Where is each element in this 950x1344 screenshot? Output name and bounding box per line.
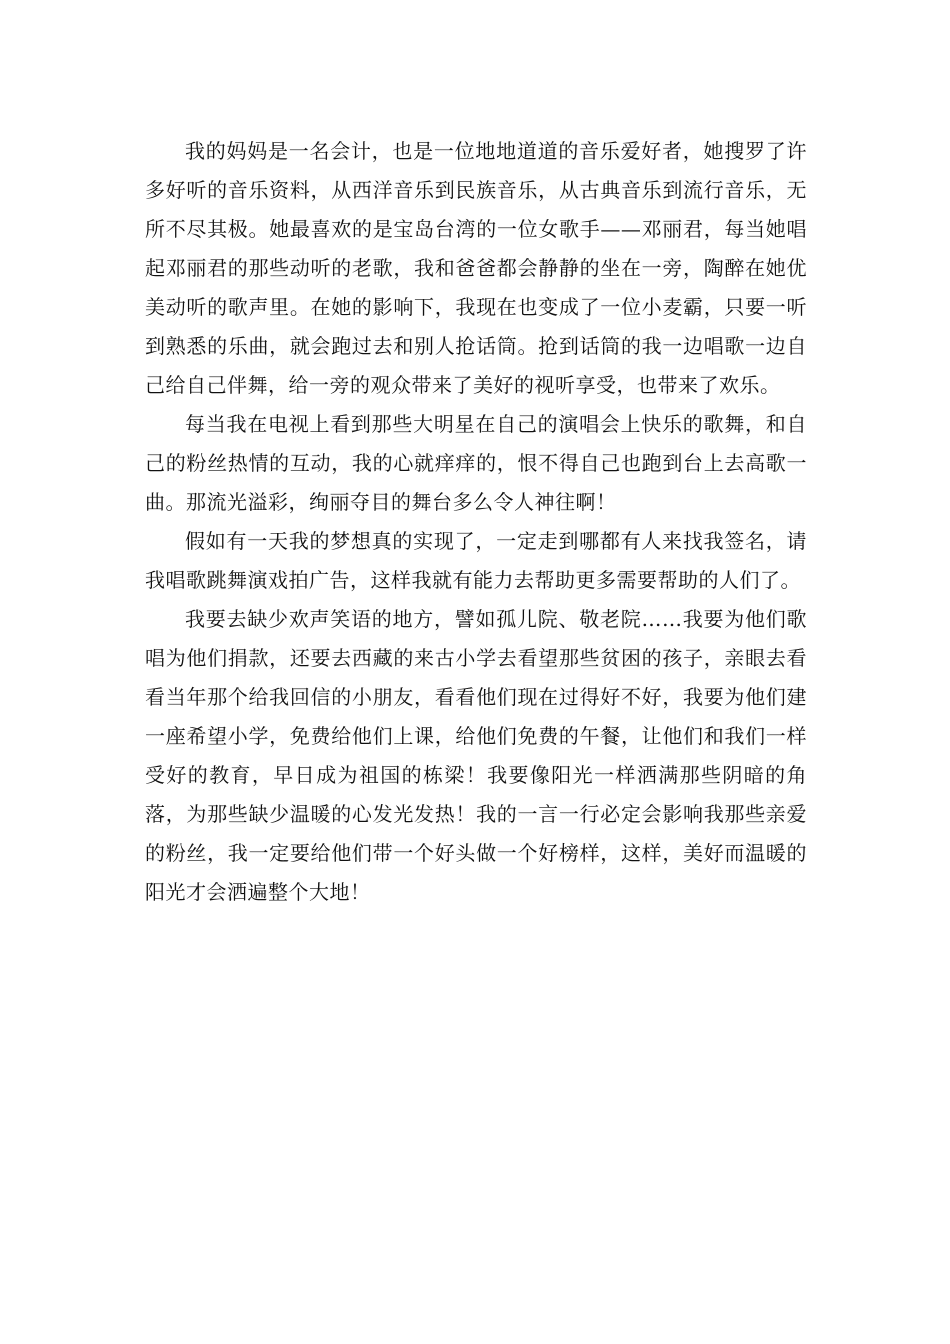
paragraph-4: 我要去缺少欢声笑语的地方，譬如孤儿院、敬老院……我要为他们歌唱为他们捐款，还要去西藏的来古小学去看望那些贫困的孩子，亲眼去看看当年那个给我回信的小朋友，看看他们现在过得好不好，我要为他们建一座希望小学，免费给他们上课，给他们免费的午餐，让他们和我们一样受好的教育，早日成为祖国的栋梁！我要像阳光一样洒满那些阴暗的角落，为那些缺少温暖的心发光发热！我的一言一行必定会影响我那些亲爱的粉丝，我一定要给他们带一个好头做一个好榜样，这样，美好而温暖的阳光才会洒遍整个大地！ [145,607,807,904]
document-body [145,132,807,912]
paragraph-3: 假如有一天我的梦想真的实现了，一定走到哪都有人来找我签名，请我唱歌跳舞演戏拍广告，这样我就有能力去帮助更多需要帮助的人们了。 [145,529,807,592]
paragraph-2: 每当我在电视上看到那些大明星在自己的演唱会上快乐的歌舞，和自己的粉丝热情的互动，我的心就痒痒的，恨不得自己也跑到台上去高歌一曲。那流光溢彩，绚丽夺目的舞台多么令人神往啊！ [145,412,807,514]
paragraph-1: 我的妈妈是一名会计，也是一位地地道道的音乐爱好者，她搜罗了许多好听的音乐资料，从西洋音乐到民族音乐，从古典音乐到流行音乐，无所不尽其极。她最喜欢的是宝岛台湾的一位女歌手——邓丽君，每当她唱起邓丽君的那些动听的老歌，我和爸爸都会静静的坐在一旁，陶醉在她优美动听的歌声里。在她的影响下，我现在也变成了一位小麦霸，只要一听到熟悉的乐曲，就会跑过去和别人抢话筒。抢到话筒的我一边唱歌一边自己给自己伴舞，给一旁的观众带来了美好的视听享受，也带来了欢乐。 [145,139,807,397]
